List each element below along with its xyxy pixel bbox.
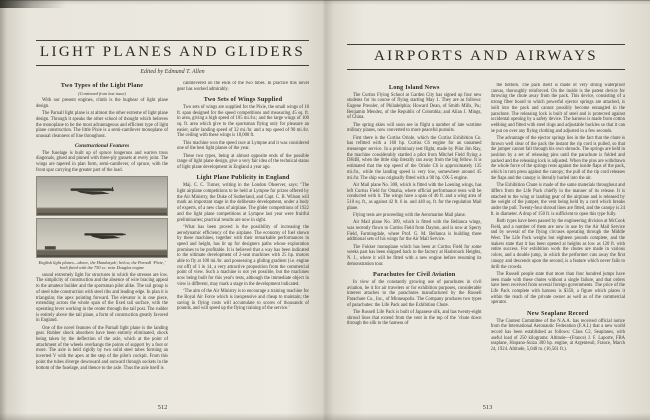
body-paragraph: The Contest Committee of the N.A.A. has received official notice from the International Aeronautic Federation (F.A.I.) that a new world record has been established as follows: Class C2, Seaplanes, with useful load of 250 kilograms: Altitude—(France) J. F. Laporte, FBA seaplane, Hispano-Suiza 300 hp. engine, at Argenteuil, France, March 24, 1924. Altitude, 5,048 m. (16,561 ft.). [490, 318, 625, 353]
body-paragraph: The Fokker monoplane which has been at Curtiss Field for some weeks past has been shipped back to the factory at Hasbrouck Heights, N. J., where it will be fitted with a new engine before resuming its demonstration tour. [347, 244, 482, 267]
photo-caption: English light planes—above, the Handasyde; below, the Parnall ‘Pixie,’ both fitted with the 750 cc. twin Douglas engine [38, 259, 166, 270]
body-paragraph: Flying tests are proceeding with the Aeromarine Mail plane. [353, 212, 466, 218]
left-title-rule-box [36, 40, 309, 66]
section-heading-parachutes-civil-aviation: Parachutes for Civil Aviation [373, 270, 456, 278]
body-paragraph: cantilevered on the ends of the two tubes. In practice this novel gear has worked admirably. [177, 81, 309, 92]
body-paragraph: ‘What has been proved is the possibility of increasing the aerodynamic efficiency of the airplane. The economy of fuel shown by these machines, together with their remarkable performances in speed and height, has lit up for designers paths whose exploration promises to be profitable. It is believed that a way has been indicated to the ultimate development of 2-seat machines with 25 hp. motors able to fly at 100 mi./hr. and possessing a gliding gradient (i.e. engine cut off) of 1 in 14, a very attractive proposition from the commercial point of view. Such a machine is not yet possible, but the machines now being built for this year's tests, although the immediate object in view is different, may mark a stage in the development indicated. [177, 224, 309, 287]
body-paragraph: The Russell people state that more than four hundred jumps have been made with these chutes without a single failure, and that orders have been received from several foreign governments. The price of the Life Pack complete with harness is $350, a figure which places it within the reach of the private owner as well as of the commercial operator. [490, 271, 625, 306]
section-heading-light-plane-publicity: Light Plane Publicity in England [196, 174, 290, 182]
photo-handasyde [36, 176, 168, 216]
body-paragraph: The Curtiss Flying School at Garden City has signed up four new students for its course of flying starting May 1. They are as follows: Eugene Pressler, of Philadelphia; Howard Dean, of Smith Mills, Pa.; Benjamin Mendez, of the Republic of Colombia; and Allan J. Mings, of China. [347, 92, 482, 121]
body-paragraph: The advantage of the ejector springs lies in the fact that the chute is thrown well clear of the pack the instant the rip cord is pulled, so that the jumper cannot fall through his own shrouds. The springs are held in position by a set of releasing pins until the parachute is folded and packed and the releasing lock is adjusted. When the pins are withdrawn the whole force of the springs rests against the inside flaps of the pack, which in turn press against the canopy; the pull of the rip cord releases the flaps and the canopy is literally hurled into the air. [490, 135, 625, 181]
body-paragraph: The spring skies will soon see in flight a number of late wartime military planes, now converted to more peaceful pursuits. [347, 122, 482, 134]
body-paragraph: The fuselage is built up of spruce longerons and warren truss diagonals, glued and pinned with three-ply gussets at every joint. The wings are tapered in plan form, semi-cantilever, of spruce, with the front spar carrying the greater part of the load. [36, 150, 168, 173]
body-paragraph: This machine won the speed race at Lympne and it was considered one of the best light planes of the year. [177, 140, 309, 152]
editor-credit: Edited by Edmund T. Allen [140, 69, 205, 75]
body-paragraph: Two sets of wings are supplied for the Pixie, the small wings of 18 ft. span designed for the speed competitions and measuring 45 sq. ft. in area, giving a high speed of 105 mi./hr.; and the large wings of 100 sq. ft. area which give to the sportsman flying only for pleasure an easier, safer landing speed of 32 mi./hr. and a top speed of 90 mi./hr. The ceiling with these wings is 18,000 ft. [177, 104, 309, 139]
right-page-title: AIRPORTS AND AIRWAYS [373, 48, 599, 64]
body-paragraph: The Exhibition Chute is made of the same materials throughout and differs from the Life Pack chiefly in the manner of its release. It is attached to the wing or landing gear of the airplane and is released by the weight of the jumper, the vent being held by a cord which breaks under the pull. Twenty-four shroud lines are fitted, and the canopy is 24 ft. in diameter. A drop of 150 ft. is sufficient to open this type fully. [490, 183, 625, 217]
right-page-column-1 [347, 83, 482, 389]
page-number-left: 512 [157, 404, 168, 411]
body-paragraph: The Russell Life Pack is built of Japanese silk, and has twenty-eight shroud lines that extend from the vent in the top of the ’chute down through the silk to the harness of [347, 310, 482, 327]
left-page-columns [36, 81, 309, 387]
right-title-rule-box [347, 44, 625, 70]
right-page [325, 0, 650, 420]
body-paragraph: sound extremely light for structures in which the stresses are low. The simplicity of construction and the absence of wire bracing appeal to the amateur builder and the sportsman pilot alike. The tail group is of steel tube construction with steel ribs and leading edge. In plan it is triangular, the apex pointing forward. The elevator is in one piece, extending across the whole span of the fixed tail surface, with the operating lever working in the center through the tail post. The rudder is entirely above the tail plane, a form of construction greatly favored in England. [36, 272, 168, 324]
page-number-right: 513 [482, 404, 493, 411]
body-paragraph: These two types, being at almost opposite ends of the possible range of light plane design, give a very fair idea of the technical status of light plane development in England a year ago. [177, 153, 309, 171]
photo-parnall-pixie [36, 218, 168, 258]
body-paragraph: One of the novel features of the Parnall light plane is the landing gear. Rubber shock absorbers have been entirely eliminated, shock being taken by the deflection of the axle, which at the point of attachment of the wheels overhangs the points of support by a foot or more. The axle is held rigidly by two solid steel tubes forming an inverted V with the apex at the step of the pilot's cockpit. From this point the tubes diverge downward and outward through sockets in the bottom of the fuselage, and thence to the axle. Thus the axle itself is [36, 325, 168, 371]
subsection-heading-constructional-features: Constructional Features [74, 142, 130, 149]
body-paragraph: First there is the Curtiss Oriole, which the Curtiss Exhibition Co. has refitted with a 160 hp. Curtiss C6 engine for an unnamed messenger service. In a preliminary test flight, made by Pilot Jim Ray, the machine considerably startled a pilot from Mitchel Field flying a DH4B, when the little ship literally ran away from the big fellow. It is estimated that the top speed of the Oriole C6 is approximately 135 mi./hr., while the landing speed is very low, somewhere around 45 mi./hr. The ship was originally fitted with a 90 hp. OX-5 engine. [347, 135, 482, 181]
left-page-title: LIGHT PLANES AND GLIDERS [39, 44, 306, 60]
section-heading-two-types: Two Types of the Light Plane [60, 81, 144, 89]
body-paragraph: Both types have been passed by the engineering division at McCook Field, and a number of them are now in use by the Air Mail Service and by several of the flying circuses operating through the Middle West. The Life Pack weighs but eighteen pounds complete, and the makers state that it has been opened at heights as low as 120 ft. with entire success. For exhibition work the chutes are made in various colors, and a double jump, in which the performer cuts away the first canopy and descends upon the second, is a feature which never fails to thrill the crowds. [490, 218, 625, 270]
body-paragraph: the bottom. The pack itself is made of very strong waterproof canvas, thoroughly reinforced. On the inside is the patent device for throwing the chute away from the pack. This device, consisting of a strong fiber board to which powerful ejector springs are attached, is built into the pack and cannot possibly become entangled in the parachute. The releasing lock is built of steel and is protected against accidental opening by a safety device. The harness is made from cotton webbing and fitted with steel rings and adjustable buckles so that it can be put on over any flying clothing and adjusted in a few seconds. [490, 83, 625, 134]
right-page-columns [347, 83, 625, 389]
section-heading-two-sets-of-wings: Two Sets of Wings Supplied [203, 95, 283, 103]
left-page-column-1 [36, 81, 168, 387]
right-page-column-2 [491, 83, 626, 389]
body-paragraph: With our present engines, climb is the bugbear of light plane design. [36, 98, 168, 109]
left-page-column-2 [177, 81, 309, 387]
body-paragraph: ‘The aim of the Air Ministry is to encourage a training machine for the Royal Air Force which is inexpensive and cheap to maintain; the saving in flying costs will accumulate to scores of thousands of pounds, and will speed up the flying training of the service.’ [177, 289, 309, 312]
body-paragraph: Maj. C. C. Turner, writing in the London Observer, says: ‘The light airplane competitions to be held at Lympne for prizes offered by the Air Ministry, the Duke of Sutherland, and Capt. C. B. Wilson will mark an important stage in the deliberate development, under a body of experts, of a new class of airplane. The glider competitions of 1922 and the light plane competitions at Lympne last year were fruitful preliminaries; practical results are now in sight. [177, 183, 309, 223]
section-heading-new-seaplane-record: New Seaplane Record [526, 309, 589, 317]
body-paragraph: Air Mail plane No. 309, which is fitted with the Bellanca wings, was recently flown to Curtiss Field from Dayton, and is now at Sperry Field, Farmingdale, where Prof. G. M. Bellanca is building three additional sets of his wings for the Air Mail Service. [347, 220, 482, 243]
body-paragraph: In view of the constantly growing use of parachutes in civil aviation, be it for air travelers or for exhibition purposes, considerable interest attaches to the parachutes manufactured by the Russell Parachute Co., Inc., of Minneapolis. The Company produces two types of parachutes: the Life Pack and the Exhibition Chute. [347, 279, 482, 308]
body-paragraph: Air Mail plane No. 308, which is fitted with the Loening wings, has left Curtiss Field for Omaha, where official performance tests will be conducted with it. The wings have a span of 46 ft. and a wing area of 510 sq. ft., as against 42 ft. 6 in. and 440 sq. ft. for the regulation Mail plane. [347, 182, 482, 211]
right-masthead [347, 44, 625, 70]
light-plane-photos [36, 176, 168, 270]
left-masthead [36, 40, 309, 76]
section-heading-long-island-news: Long Island News [388, 83, 440, 91]
continued-note: (Continued from last issue) [78, 90, 126, 96]
body-paragraph: The Parnall light plane is at almost the other extreme of light plane design. Through it speaks the other school of thought which believes the monoplane to be the most advantageous and efficient type of light plane construction. The little Pixie is a semi-cantilever monoplane of unusual cleanness of line throughout. [36, 111, 168, 140]
